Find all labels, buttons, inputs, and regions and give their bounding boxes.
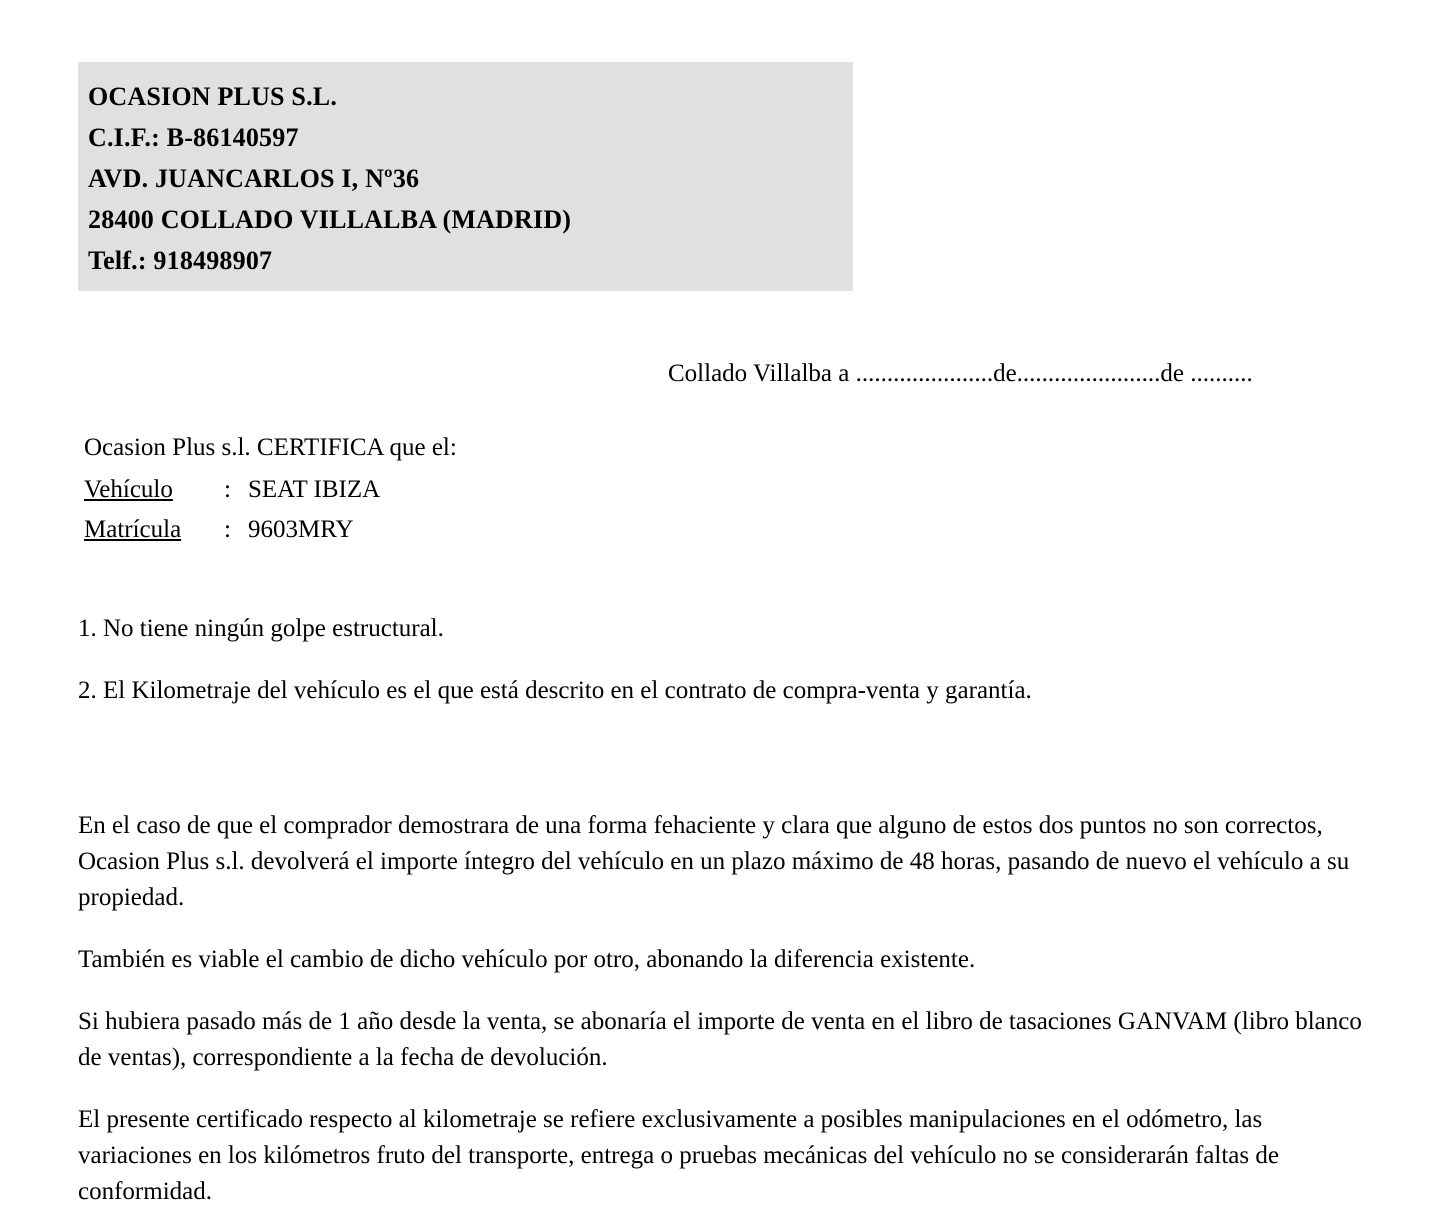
certified-points xyxy=(78,612,1378,736)
document-body xyxy=(78,808,1378,1210)
paragraph-refund: En el caso de que el comprador demostrara de una forma fehaciente y clara que alguno de estos dos puntos no son correctos, Ocasion Plus s.l. devolverá el importe íntegro del vehículo en un plazo máximo de 48 horas, pasando de nuevo el vehículo a su propiedad. xyxy=(78,812,1350,911)
company-letterhead xyxy=(78,62,853,291)
field-row-matricula xyxy=(84,510,380,550)
date-line: Collado Villalba a ......................de.......................de .......... xyxy=(668,360,1253,387)
paragraph-ganvam: Si hubiera pasado más de 1 año desde la venta, se abonaría el importe de venta en el libro de tasaciones GANVAM (libro blanco de ventas), correspondiente a la fecha de devolución. xyxy=(78,1008,1362,1071)
company-address: AVD. JUANCARLOS I, Nº36 xyxy=(88,164,420,193)
certified-point-2: 2. El Kilometraje del vehículo es el que está descrito en el contrato de compra-venta y garantía. xyxy=(78,677,1032,704)
vehicle-value: SEAT IBIZA xyxy=(248,476,381,503)
company-name: OCASION PLUS S.L. xyxy=(88,82,338,111)
plate-separator: : xyxy=(224,516,231,543)
company-cif: C.I.F.: B-86140597 xyxy=(88,123,299,152)
company-phone: Telf.: 918498907 xyxy=(88,246,273,275)
certification-intro: Ocasion Plus s.l. CERTIFICA que el: xyxy=(84,434,457,461)
certified-point-1: 1. No tiene ningún golpe estructural. xyxy=(78,615,444,642)
plate-label: Matrícula xyxy=(84,516,182,543)
vehicle-label: Vehículo xyxy=(84,476,173,503)
paragraph-odometer: El presente certificado respecto al kilometraje se refiere exclusivamente a posibles manipulaciones en el odómetro, las variaciones en los kilómetros fruto del transporte, entrega o pruebas mecánicas del vehículo no se considerarán faltas de conformidad. xyxy=(78,1106,1279,1205)
paragraph-exchange: También es viable el cambio de dicho vehículo por otro, abonando la diferencia existente. xyxy=(78,946,976,973)
vehicle-fields xyxy=(84,470,380,550)
company-city: 28400 COLLADO VILLALBA (MADRID) xyxy=(88,205,572,234)
vehicle-separator: : xyxy=(224,476,231,503)
plate-value: 9603MRY xyxy=(248,516,354,543)
field-row-vehiculo xyxy=(84,470,380,510)
